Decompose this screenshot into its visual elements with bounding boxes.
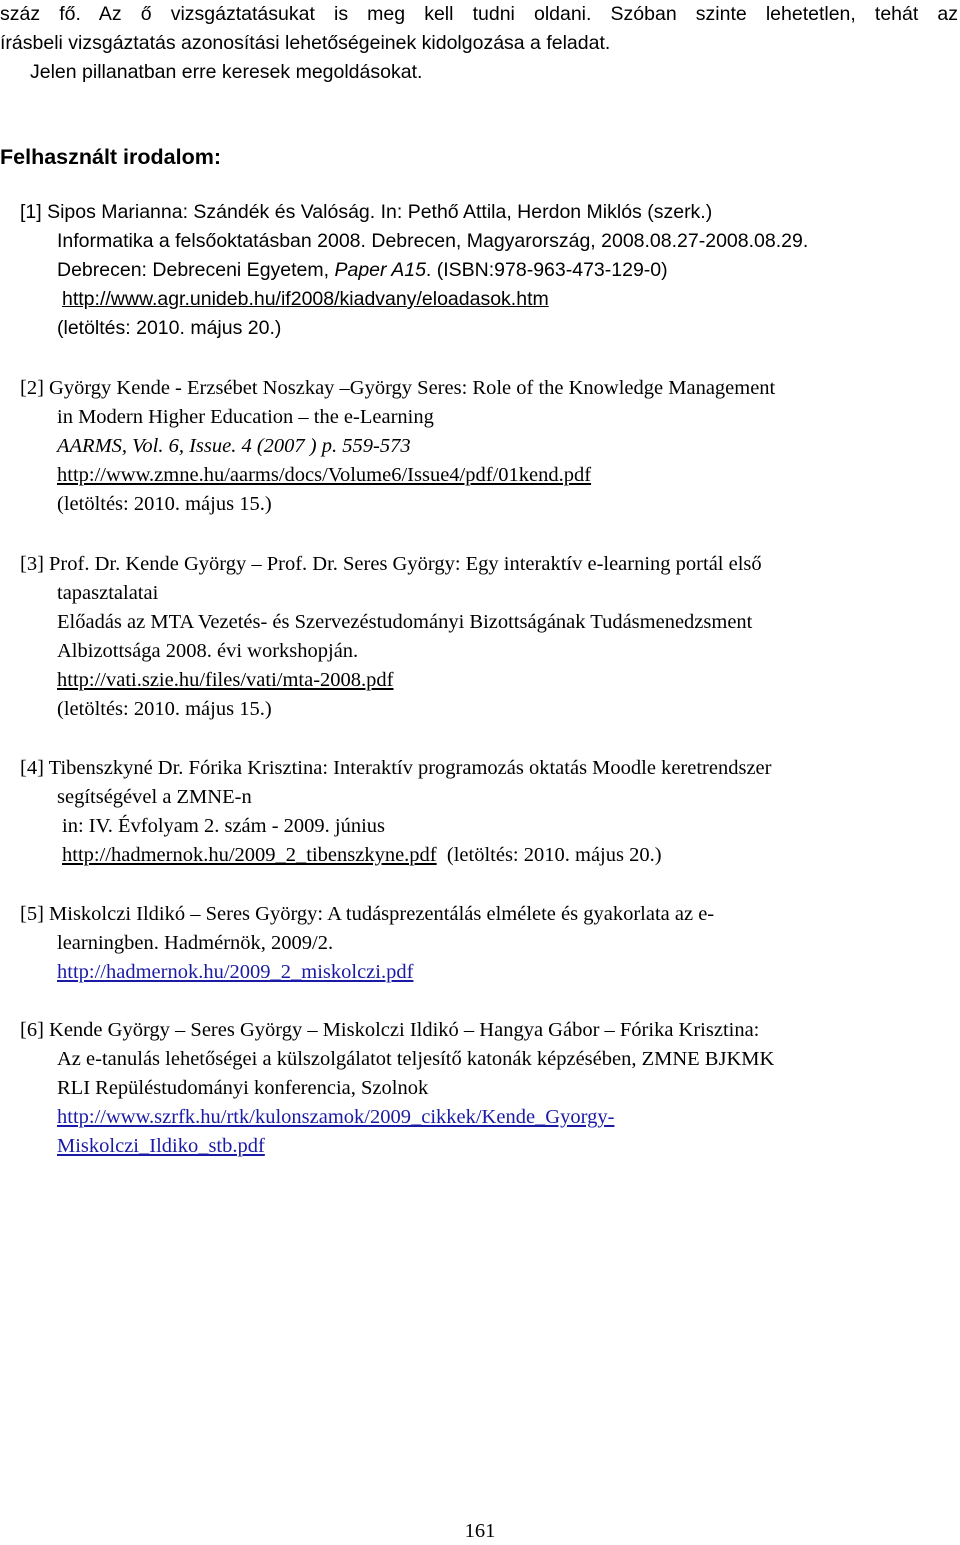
reference-4-line-a: [4] Tibenszkyné Dr. Fórika Krisztina: Interaktív programozás oktatás Moodle keretrendszer [20,757,772,779]
reference-2-download: (letöltés: 2010. május 15.) [57,493,272,515]
reference-1-isbn: . (ISBN:978-963-473-129-0) [425,259,668,281]
reference-2 [20,374,960,519]
reference-5-line-b: learningben. Hadmérnök, 2009/2. [57,932,334,954]
reference-1-line-c [20,256,960,285]
reference-4-link[interactable]: http://hadmernok.hu/2009_2_tibenszkyne.pdf [62,844,437,866]
reference-4-line-b: segítségével a ZMNE-n [57,786,252,808]
reference-1-publisher: Debrecen: Debreceni Egyetem, [57,259,335,281]
reference-3 [20,550,960,724]
reference-2-line-a: [2] György Kende - Erzsébet Noszkay –György Seres: Role of the Knowledge Management [20,377,776,399]
reference-3-download: (letöltés: 2010. május 15.) [57,698,272,720]
reference-1-paper-id: Paper A15 [334,259,426,281]
reference-3-link[interactable]: http://vati.szie.hu/files/vati/mta-2008.pdf [57,669,394,691]
reference-5-link[interactable]: http://hadmernok.hu/2009_2_miskolczi.pdf [57,961,414,983]
reference-6-link-part-2[interactable]: Miskolczi_Ildiko_stb.pdf [57,1135,265,1157]
reference-5-line-a: [5] Miskolczi Ildikó – Seres György: A tudásprezentálás elmélete és gyakorlata az e- [20,903,715,925]
intro-paragraph [0,0,958,87]
intro-line-3: Jelen pillanatban erre keresek megoldásokat. [30,61,423,83]
reference-4-url-line [20,841,960,870]
reference-6-line-a: [6] Kende György – Seres György – Miskolczi Ildikó – Hangya Gábor – Fórika Krisztina: [20,1019,760,1041]
references-heading: Felhasznált irodalom: [0,145,222,169]
reference-4-download: (letöltés: 2010. május 20.) [446,844,662,866]
reference-2-line-c [20,432,960,461]
reference-2-journal: AARMS, Vol. 6, Issue. 4 (2007 ) p. 559-573 [57,435,411,457]
reference-6 [20,1016,960,1161]
reference-5 [20,900,960,987]
reference-1-url-line [20,285,960,314]
reference-6-link-part-1[interactable]: http://www.szrfk.hu/rtk/kulonszamok/2009_cikkek/Kende_Gyorgy- [57,1106,615,1128]
reference-1-line-a: [1] Sipos Marianna: Szándék és Valóság. In: Pethő Attila, Herdon Miklós (szerk.) [20,201,713,223]
reference-1-download: (letöltés: 2010. május 20.) [57,317,282,339]
reference-2-link[interactable]: http://www.zmne.hu/aarms/docs/Volume6/Issue4/pdf/01kend.pdf [57,464,592,486]
intro-line-2: írásbeli vizsgáztatás azonosítási lehetőségeinek kidolgozása a feladat. [0,32,611,54]
reference-6-line-c: RLI Repüléstudományi konferencia, Szolnok [57,1077,429,1099]
reference-3-line-b: tapasztalatai [57,582,159,604]
reference-1-line-b: Informatika a felsőoktatásban 2008. Debrecen, Magyarország, 2008.08.27-2008.08.29. [57,230,809,252]
reference-6-url-line-2 [20,1132,960,1161]
reference-4 [20,754,960,870]
reference-1-link[interactable]: http://www.agr.unideb.hu/if2008/kiadvany/eloadasok.htm [62,288,549,310]
reference-6-url-line-1 [20,1103,960,1132]
intro-line-1: száz fő. Az ő vizsgáztatásukat is meg kell tudni oldani. Szóban szinte lehetetlen, tehát az [0,3,958,25]
page-number: 161 [464,1520,496,1542]
reference-3-url-line [20,666,960,695]
reference-1 [20,198,960,343]
reference-2-url-line [20,461,960,490]
reference-2-line-b: in Modern Higher Education – the e-Learning [57,406,434,428]
reference-3-line-a: [3] Prof. Dr. Kende György – Prof. Dr. Seres György: Egy interaktív e-learning portál első [20,553,762,575]
reference-3-line-d: Albizottsága 2008. évi workshopján. [57,640,359,662]
reference-5-url-line [20,958,960,987]
reference-4-line-c: in: IV. Évfolyam 2. szám - 2009. június [62,815,386,837]
reference-3-line-c: Előadás az MTA Vezetés- és Szervezéstudományi Bizottságának Tudásmenedzsment [57,611,753,633]
reference-6-line-b: Az e-tanulás lehetőségei a külszolgálatot teljesítő katonák képzésében, ZMNE BJKMK [57,1048,775,1070]
